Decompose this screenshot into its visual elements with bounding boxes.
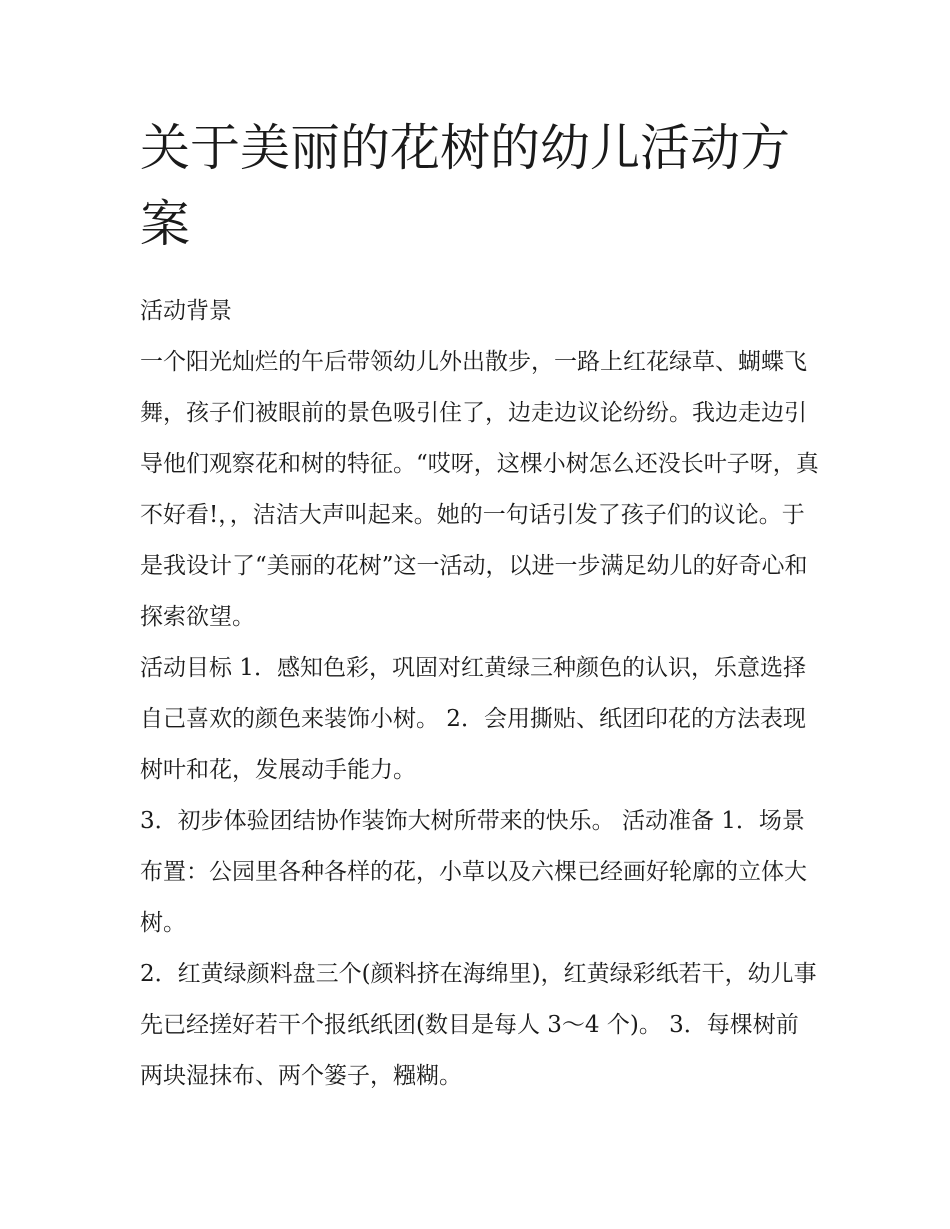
document-title: 关于美丽的花树的幼儿活动方案 — [140, 119, 790, 253]
paragraph-background: 一个阳光灿烂的午后带领幼儿外出散步，一路上红花绿草、蝴蝶飞舞，孩子们被眼前的景色吸引住了，边走边议论纷纷。我边走边引导他们观察花和树的特征。“哎呀，这棵小树怎么还没长叶子呀，真不好看!，，洁洁大声叫起来。她的一句话引发了孩子们的议论。于是我设计了“美丽的花树”这一活动，以进一步满足幼儿的好奇心和探索欲望。 — [140, 349, 819, 630]
paragraph-preparation-materials: 2．红黄绿颜料盘三个(颜料挤在海绵里)，红黄绿彩纸若干，幼儿事先已经搓好若干个报纸纸团(数目是每人 3～4 个)。 3．每棵树前两块湿抹布、两个篓子，糨糊。 — [140, 961, 817, 1089]
paragraph-goals: 活动目标 1．感知色彩，巩固对红黄绿三种颜色的认识，乐意选择自己喜欢的颜色来装饰小树。 2．会用撕贴、纸团印花的方法表现树叶和花，发展动手能力。 — [140, 655, 806, 783]
section-heading-background: 活动背景 — [140, 298, 232, 324]
paragraph-goal-3-and-preparation: 3．初步体验团结协作装饰大树所带来的快乐。 活动准备 1．场景布置：公园里各种各样的花，小草以及六棵已经画好轮廓的立体大树。 — [140, 808, 807, 936]
document-page — [140, 110, 820, 1102]
